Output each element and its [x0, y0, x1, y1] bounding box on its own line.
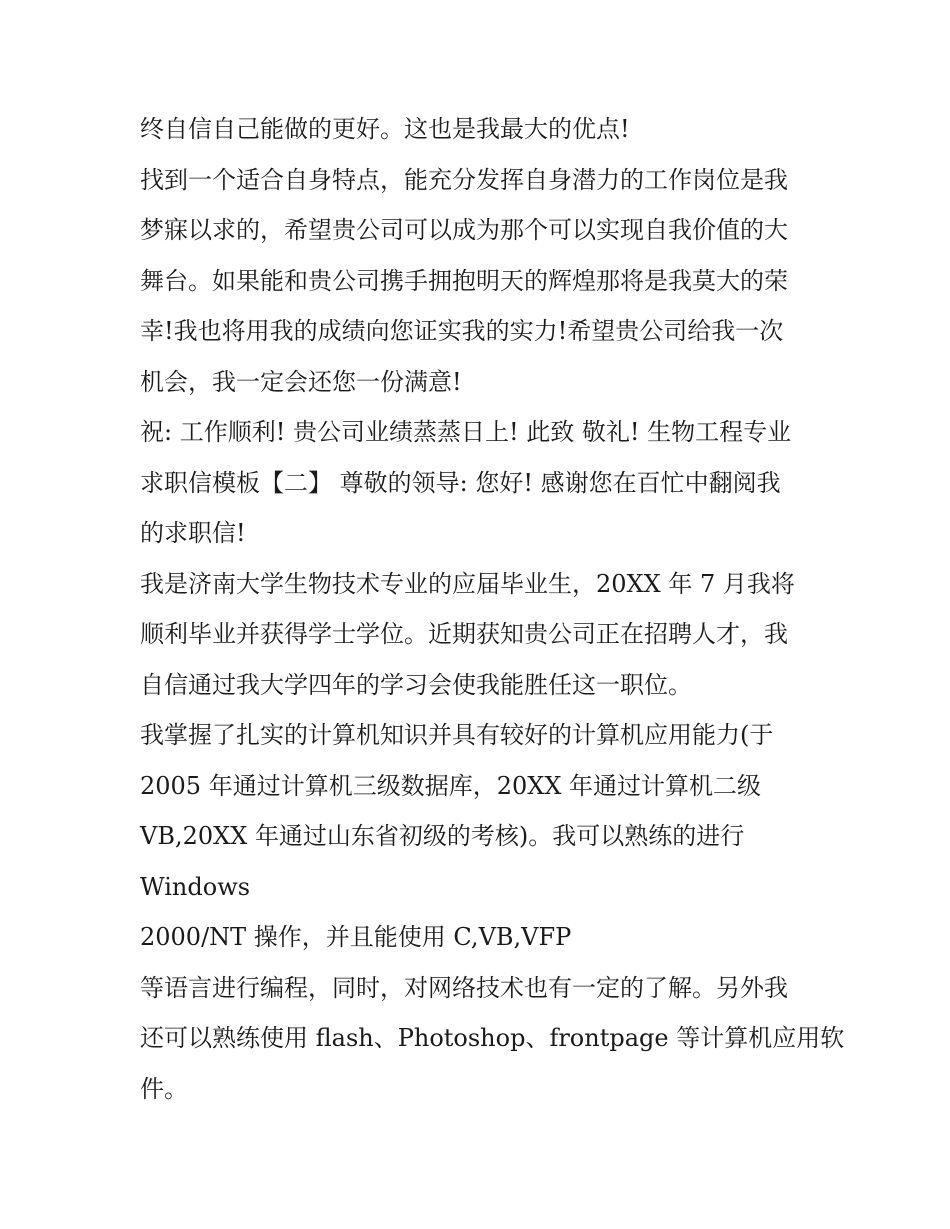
text-line: 祝: 工作顺利! 贵公司业绩蒸蒸日上! 此致 敬礼! 生物工程专业: [140, 418, 792, 446]
text-line: 还可以熟练使用 flash、Photoshop、frontpage 等计算机应用软: [140, 1024, 845, 1052]
text-line: 机会，我一定会还您一份满意!: [140, 367, 462, 396]
text-line: 我是济南大学生物技术专业的应届毕业生，20XX 年 7 月我将: [140, 569, 795, 598]
text-line: 幸!我也将用我的成绩向您证实我的实力!希望贵公司给我一次: [140, 317, 784, 345]
text-line: 找到一个适合自身特点，能充分发挥自身潜力的工作岗位是我: [140, 165, 788, 194]
text-line: 的求职信!: [140, 519, 246, 547]
text-line: 舞台。如果能和贵公司携手拥抱明天的辉煌那将是我莫大的荣: [140, 266, 788, 295]
text-line: 2000/NT 操作，并且能使用 C,VB,VFP: [140, 923, 572, 951]
text-line: 2005 年通过计算机三级数据库，20XX 年通过计算机二级: [140, 771, 762, 800]
text-line: 求职信模板【二】 尊敬的领导: 您好! 感谢您在百忙中翻阅我: [140, 468, 781, 497]
text-line: 顺利毕业并获得学士学位。近期获知贵公司正在招聘人才，我: [140, 620, 788, 648]
text-line: Windows: [140, 872, 251, 901]
text-line: 自信通过我大学四年的学习会使我能胜任这一职位。: [140, 670, 692, 699]
text-line: 等语言进行编程，同时，对网络技术也有一定的了解。另外我: [140, 973, 788, 1002]
text-line: 我掌握了扎实的计算机知识并具有较好的计算机应用能力(于: [140, 721, 774, 749]
text-line: 件。: [140, 1074, 188, 1103]
text-line: 梦寐以求的，希望贵公司可以成为那个可以实现自我价值的大: [140, 216, 788, 244]
text-line: 终自信自己能做的更好。这也是我最大的优点!: [140, 115, 630, 143]
document-body: [140, 109, 845, 1119]
text-line: VB,20XX 年通过山东省初级的考核)。我可以熟练的进行: [140, 822, 745, 850]
